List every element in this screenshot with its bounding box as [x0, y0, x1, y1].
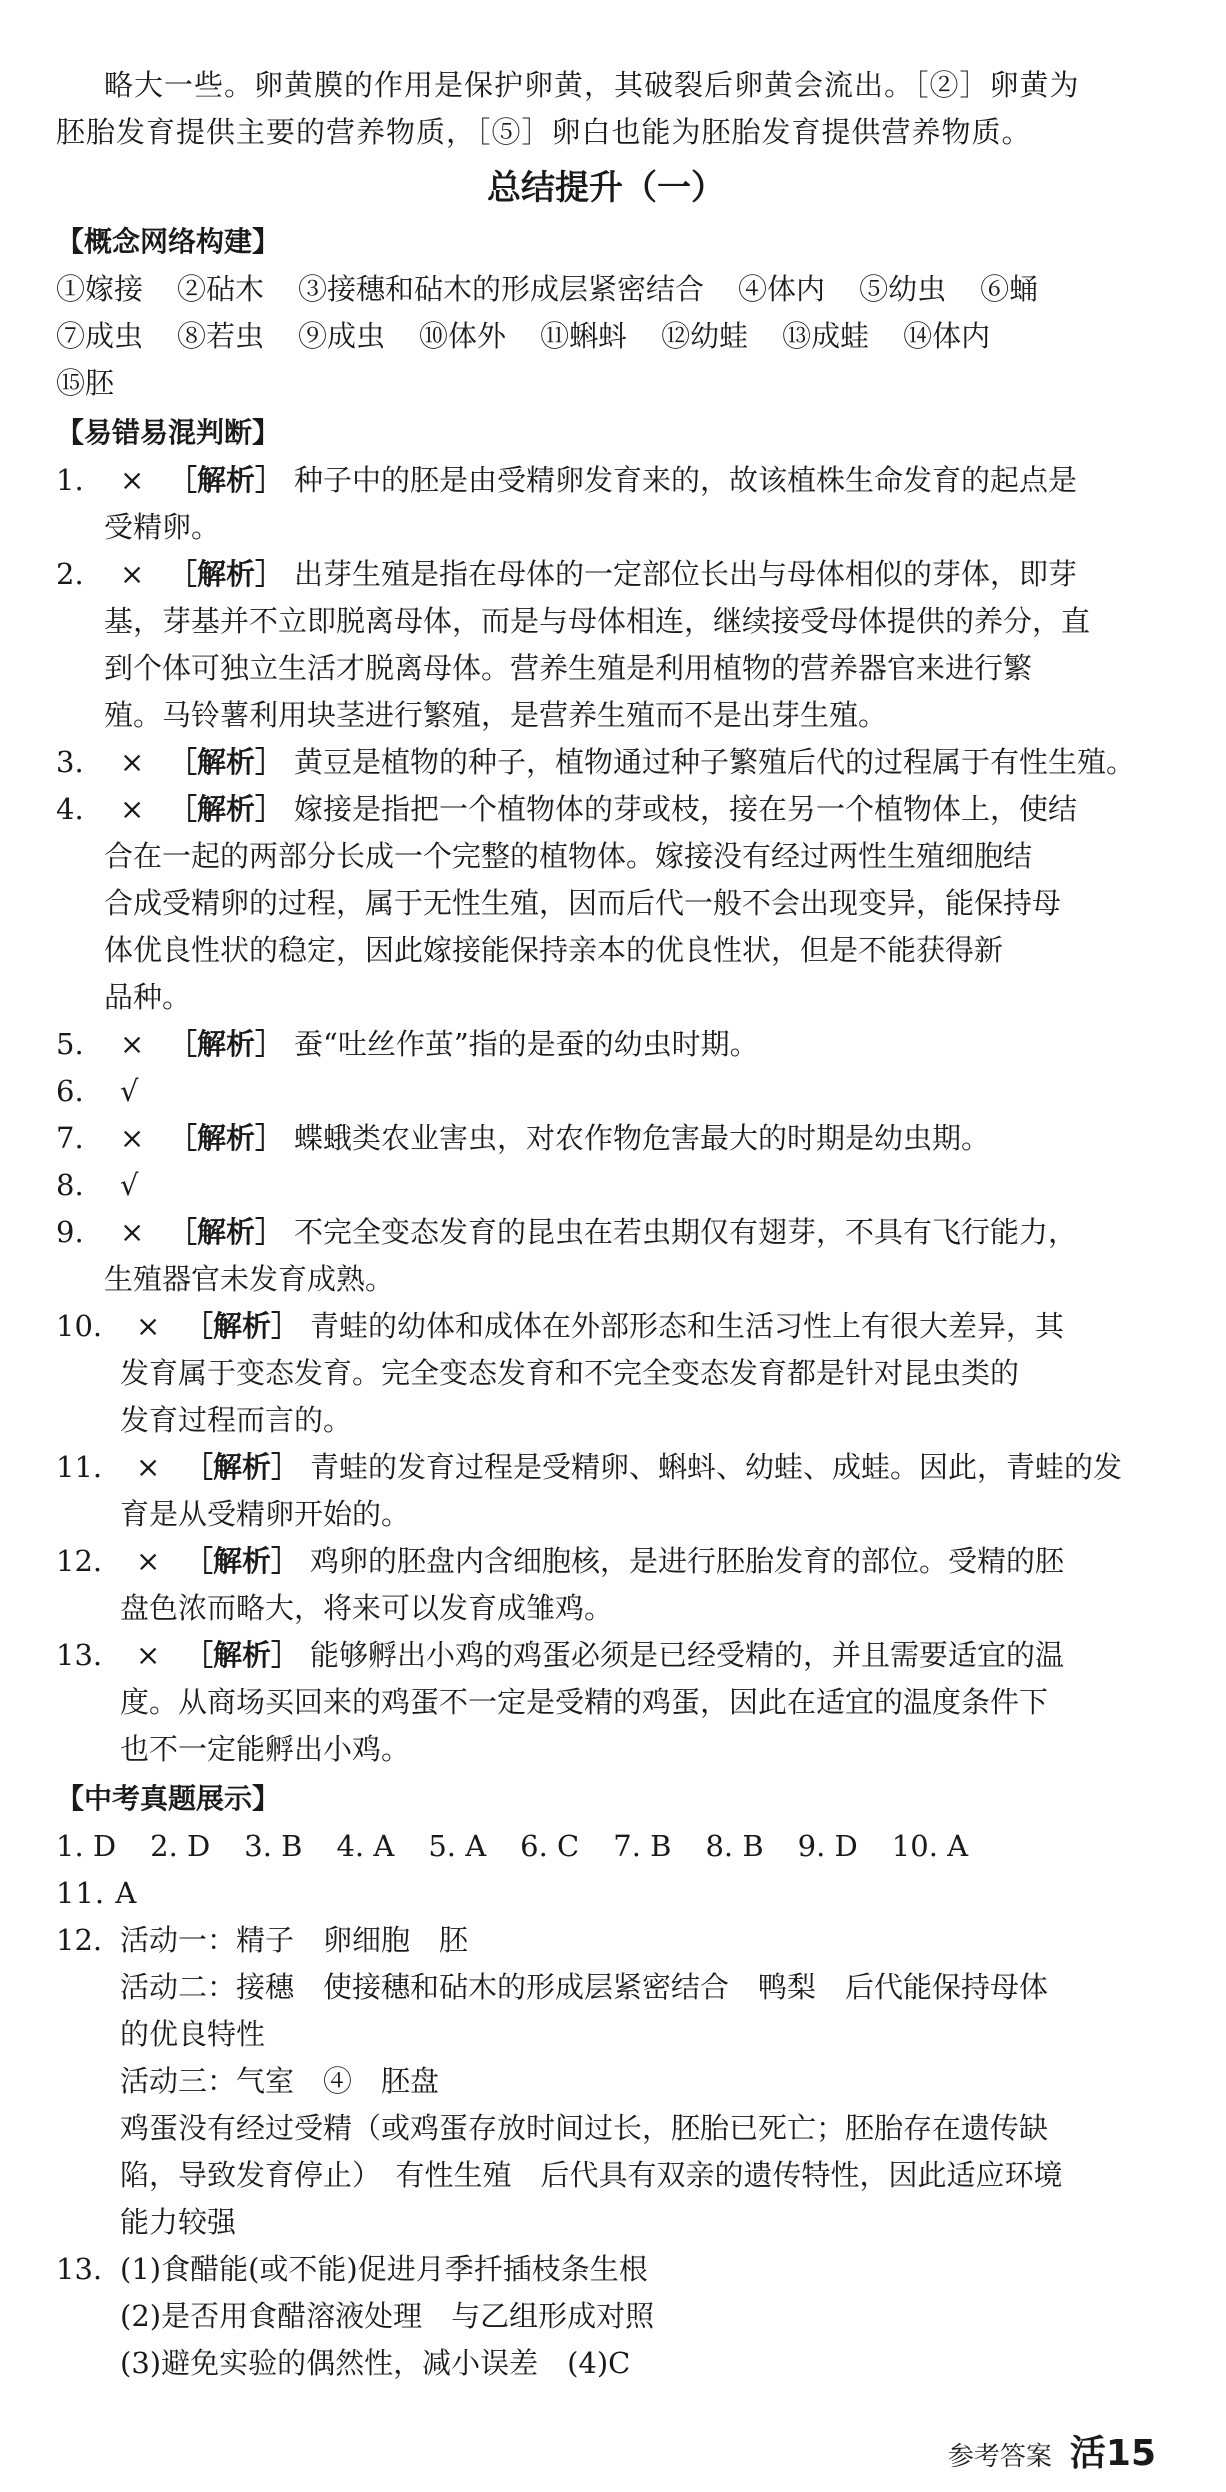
- judge-item: [56, 739, 1156, 786]
- judge-item: [56, 1068, 1156, 1115]
- choice-answer: 7. B: [613, 1829, 672, 1863]
- analysis-text: 育是从受精卵开始的。: [120, 1497, 411, 1531]
- q12-line: 活动三：气室 ④ 胚盘: [120, 2064, 440, 2098]
- analysis-text: 合在一起的两部分长成一个完整的植物体。嫁接没有经过两性生殖细胞结: [104, 839, 1033, 873]
- analysis-tag: ［解析］: [184, 1450, 301, 1484]
- analysis-text: 青蛙的发育过程是受精卵、蝌蚪、幼蛙、成蛙。因此，青蛙的发: [310, 1450, 1123, 1484]
- judge-mark: √: [120, 1168, 139, 1202]
- concept-heading: 【概念网络构建】: [56, 225, 281, 258]
- concept-item: ⑨成虫: [298, 319, 386, 353]
- judge-item: [56, 1444, 1156, 1491]
- judge-item: [56, 1209, 1156, 1256]
- item-number: 7.: [56, 1121, 84, 1155]
- answer-11: 11. A: [56, 1876, 138, 1910]
- question-12: [56, 1917, 1156, 1964]
- judge-mark: ×: [120, 557, 145, 591]
- concept-item: ⑭体内: [903, 319, 991, 353]
- analysis-text: 蝶蛾类农业害虫，对农作物危害最大的时期是幼虫期。: [294, 1121, 991, 1155]
- q12-line: 的优良特性: [120, 2017, 266, 2051]
- choice-answer: 3. B: [244, 1829, 303, 1863]
- item-number: 13.: [56, 1638, 103, 1672]
- judge-item: [56, 551, 1156, 598]
- intro-paragraph: [56, 62, 1156, 156]
- concept-item: ⑤幼虫: [859, 272, 947, 306]
- question-number: 12.: [56, 1923, 103, 1957]
- judge-mark: ×: [120, 1215, 145, 1249]
- analysis-text: 发育属于变态发育。完全变态发育和不完全变态发育都是针对昆虫类的: [120, 1356, 1020, 1390]
- analysis-tag: ［解析］: [168, 1027, 285, 1061]
- judge-item: [56, 1162, 1156, 1209]
- analysis-text: 到个体可独立生活才脱离母体。营养生殖是利用植物的营养器官来进行繁: [104, 651, 1033, 685]
- analysis-text: 嫁接是指把一个植物体的芽或枝，接在另一个植物体上，使结: [294, 792, 1078, 826]
- judge-item: [56, 1021, 1156, 1068]
- concept-line: [56, 313, 1156, 360]
- choice-answer: 4. A: [336, 1829, 395, 1863]
- judge-mark: √: [120, 1074, 139, 1108]
- concept-list: [56, 266, 1156, 407]
- item-number: 2.: [56, 557, 84, 591]
- choice-answer: 1. D: [56, 1829, 117, 1863]
- concept-item: ⑩体外: [419, 319, 507, 353]
- item-number: 10.: [56, 1309, 103, 1343]
- choice-answer: 10. A: [891, 1829, 969, 1863]
- concept-item: ②砧木: [177, 272, 265, 306]
- judge-item: [56, 457, 1156, 504]
- concept-item: ⑥蛹: [980, 272, 1039, 306]
- q13-line: (1)食醋能(或不能)促进月季扦插枝条生根: [120, 2252, 648, 2286]
- item-number: 3.: [56, 745, 84, 779]
- concept-item: ⑮胚: [56, 366, 115, 400]
- analysis-text: 受精卵。: [104, 510, 221, 544]
- judge-mark: ×: [136, 1638, 161, 1672]
- q12-line: 活动一：精子 卵细胞 胚: [120, 1923, 469, 1957]
- judge-item: [56, 786, 1156, 833]
- analysis-tag: ［解析］: [184, 1544, 301, 1578]
- analysis-text: 也不一定能孵出小鸡。: [120, 1732, 411, 1766]
- question-number: 13.: [56, 2252, 103, 2286]
- analysis-text: 度。从商场买回来的鸡蛋不一定是受精的鸡蛋，因此在适宜的温度条件下: [120, 1685, 1049, 1719]
- judge-mark: ×: [136, 1309, 161, 1343]
- section-title: 总结提升（一）: [487, 168, 725, 208]
- analysis-text: 蚕“吐丝作茧”指的是蚕的幼虫时期。: [294, 1027, 759, 1061]
- analysis-text: 基，芽基并不立即脱离母体，而是与母体相连，继续接受母体提供的养分，直: [104, 604, 1091, 638]
- judge-list: [56, 457, 1156, 1773]
- judge-mark: ×: [136, 1544, 161, 1578]
- judge-heading: 【易错易混判断】: [56, 416, 281, 449]
- q13-line: (3)避免实验的偶然性，减小误差 (4)C: [120, 2346, 631, 2380]
- analysis-tag: ［解析］: [168, 1121, 285, 1155]
- item-number: 9.: [56, 1215, 84, 1249]
- judge-item: [56, 1632, 1156, 1679]
- analysis-text: 黄豆是植物的种子，植物通过种子繁殖后代的过程属于有性生殖。: [294, 745, 1136, 779]
- analysis-text: 生殖器官未发育成熟。: [104, 1262, 395, 1296]
- concept-item: ⑦成虫: [56, 319, 144, 353]
- item-number: 8.: [56, 1168, 84, 1202]
- analysis-text: 青蛙的幼体和成体在外部形态和生活习性上有很大差异，其: [310, 1309, 1065, 1343]
- item-number: 11.: [56, 1450, 103, 1484]
- judge-mark: ×: [120, 463, 145, 497]
- choice-answer: 8. B: [705, 1829, 764, 1863]
- analysis-tag: ［解析］: [168, 745, 285, 779]
- analysis-text: 出芽生殖是指在母体的一定部位长出与母体相似的芽体，即芽: [294, 557, 1078, 591]
- analysis-tag: ［解析］: [168, 463, 285, 497]
- analysis-tag: ［解析］: [168, 557, 285, 591]
- analysis-text: 能够孵出小鸡的鸡蛋必须是已经受精的，并且需要适宜的温: [310, 1638, 1065, 1672]
- concept-item: ⑬成蛙: [782, 319, 870, 353]
- judge-mark: ×: [136, 1450, 161, 1484]
- q12-line: 能力较强: [120, 2205, 237, 2239]
- page-footer: [948, 2425, 1156, 2476]
- analysis-text: 发育过程而言的。: [120, 1403, 353, 1437]
- item-number: 1.: [56, 463, 84, 497]
- judge-mark: ×: [120, 792, 145, 826]
- intro-line: 胚胎发育提供主要的营养物质，［⑤］卵白也能为胚胎发育提供营养物质。: [56, 115, 1032, 149]
- item-number: 12.: [56, 1544, 103, 1578]
- analysis-text: 不完全变态发育的昆虫在若虫期仅有翅芽，不具有飞行能力，: [294, 1215, 1078, 1249]
- item-number: 6.: [56, 1074, 84, 1108]
- analysis-text: 盘色浓而略大，将来可以发育成雏鸡。: [120, 1591, 614, 1625]
- footer-label: 参考答案: [947, 2442, 1052, 2472]
- analysis-text: 鸡卵的胚盘内含细胞核，是进行胚胎发育的部位。受精的胚: [310, 1544, 1065, 1578]
- choice-answer: 6. C: [520, 1829, 580, 1863]
- concept-line: [56, 266, 1156, 313]
- concept-item: ⑫幼蛙: [661, 319, 749, 353]
- concept-item: ⑧若虫: [177, 319, 265, 353]
- exam-heading: 【中考真题展示】: [56, 1782, 281, 1815]
- choice-answer: 2. D: [150, 1829, 211, 1863]
- q12-line: 活动二：接穗 使接穗和砧木的形成层紧密结合 鸭梨 后代能保持母体: [120, 1970, 1049, 2004]
- q13-line: (2)是否用食醋溶液处理 与乙组形成对照: [120, 2299, 655, 2333]
- analysis-tag: ［解析］: [184, 1309, 301, 1343]
- item-number: 5.: [56, 1027, 84, 1061]
- concept-item: ⑪蝌蚪: [540, 319, 628, 353]
- q12-line: 鸡蛋没有经过受精（或鸡蛋存放时间过长，胚胎已死亡；胚胎存在遗传缺: [120, 2111, 1049, 2145]
- item-number: 4.: [56, 792, 84, 826]
- analysis-text: 体优良性状的稳定，因此嫁接能保持亲本的优良性状，但是不能获得新: [104, 933, 1004, 967]
- analysis-tag: ［解析］: [168, 1215, 285, 1249]
- concept-item: ③接穗和砧木的形成层紧密结合: [298, 272, 705, 306]
- analysis-text: 品种。: [104, 980, 192, 1014]
- judge-mark: ×: [120, 1121, 145, 1155]
- analysis-text: 种子中的胚是由受精卵发育来的，故该植株生命发育的起点是: [294, 463, 1078, 497]
- analysis-tag: ［解析］: [168, 792, 285, 826]
- analysis-tag: ［解析］: [184, 1638, 301, 1672]
- concept-item: ④体内: [738, 272, 826, 306]
- judge-item: [56, 1303, 1156, 1350]
- page-number: 活15: [1069, 2433, 1156, 2474]
- q12-line: 陷，导致发育停止） 有性生殖 后代具有双亲的遗传特性，因此适应环境: [120, 2158, 1063, 2192]
- judge-item: [56, 1538, 1156, 1585]
- intro-line: 略大一些。卵黄膜的作用是保护卵黄，其破裂后卵黄会流出。［②］卵黄为: [104, 68, 1080, 102]
- judge-item: [56, 1115, 1156, 1162]
- judge-mark: ×: [120, 1027, 145, 1061]
- choice-answers: [56, 1823, 1156, 1870]
- judge-mark: ×: [120, 745, 145, 779]
- analysis-text: 殖。马铃薯利用块茎进行繁殖，是营养生殖而不是出芽生殖。: [104, 698, 888, 732]
- choice-answer: 5. A: [428, 1829, 487, 1863]
- concept-item: ①嫁接: [56, 272, 144, 306]
- question-13: [56, 2246, 1156, 2293]
- concept-line: [56, 360, 1156, 407]
- analysis-text: 合成受精卵的过程，属于无性生殖，因而后代一般不会出现变异，能保持母: [104, 886, 1062, 920]
- choice-answer: 9. D: [797, 1829, 858, 1863]
